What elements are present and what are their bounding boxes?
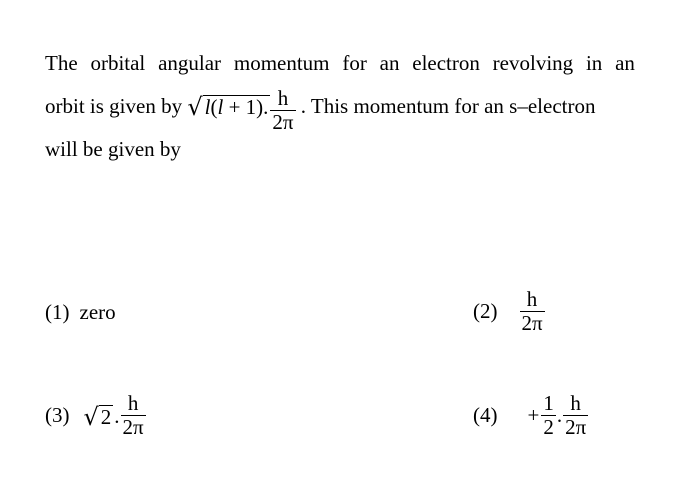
radicand — [203, 95, 271, 119]
option-2[interactable] — [473, 288, 545, 335]
word: angular — [158, 51, 222, 75]
option-1[interactable] — [45, 300, 116, 325]
word: electron — [412, 51, 480, 75]
question-line-1 — [45, 42, 635, 85]
plus-sign: + — [527, 403, 540, 428]
radicand: 2 — [100, 405, 112, 430]
fraction-denominator: 2π — [122, 415, 144, 440]
fraction-denominator: 2π — [521, 311, 543, 336]
word: for — [342, 51, 367, 75]
word: an — [379, 51, 400, 75]
radicand-end: + 1). — [223, 95, 269, 120]
option-number: (3) — [45, 403, 70, 428]
line2-prefix: orbit is given by — [45, 94, 188, 118]
multiply-dot: . — [556, 403, 563, 428]
fraction-numerator: 1 — [543, 391, 554, 415]
symbol-l: l — [217, 95, 224, 120]
option-text: zero — [79, 300, 116, 324]
paren-open: ( — [210, 95, 218, 120]
question-line-2 — [45, 85, 635, 134]
word: The — [45, 51, 78, 75]
fraction-h-over-2pi — [520, 288, 545, 335]
line3-text: will be given by — [45, 137, 181, 161]
multiply-dot: . — [114, 404, 120, 429]
fraction-h-over-2pi — [270, 87, 295, 134]
fraction-one-half — [541, 392, 556, 439]
sqrt-expression — [83, 403, 114, 432]
question-text — [45, 42, 635, 171]
fraction-numerator: h — [277, 85, 289, 110]
option-number: (2) — [473, 299, 498, 324]
word: revolving — [492, 51, 574, 75]
fraction-h-over-2pi — [563, 392, 588, 439]
sqrt-symbol: √ — [187, 93, 203, 122]
fraction-numerator: h — [526, 287, 538, 311]
question-line-3 — [45, 128, 635, 171]
option-3[interactable] — [45, 392, 146, 439]
word: in — [585, 51, 603, 75]
fraction-denominator: 2π — [272, 109, 294, 134]
sqrt-symbol: √ — [83, 403, 99, 432]
sqrt-expression — [187, 93, 270, 122]
word: momentum — [233, 51, 330, 75]
fraction-numerator: h — [127, 391, 139, 415]
fraction-h-over-2pi — [121, 392, 146, 439]
angular-momentum-formula — [187, 85, 295, 134]
word: an — [615, 51, 635, 75]
fraction-denominator: 2π — [565, 415, 587, 440]
fraction-numerator: h — [570, 391, 581, 415]
option-number: (1) — [45, 300, 70, 324]
option-4[interactable] — [473, 392, 588, 439]
line2-suffix: . This momentum for an s–electron — [295, 94, 596, 118]
option-number: (4) — [473, 403, 498, 428]
symbol-l: l — [204, 95, 211, 120]
word: orbital — [90, 51, 146, 75]
fraction-denominator: 2 — [543, 415, 554, 440]
